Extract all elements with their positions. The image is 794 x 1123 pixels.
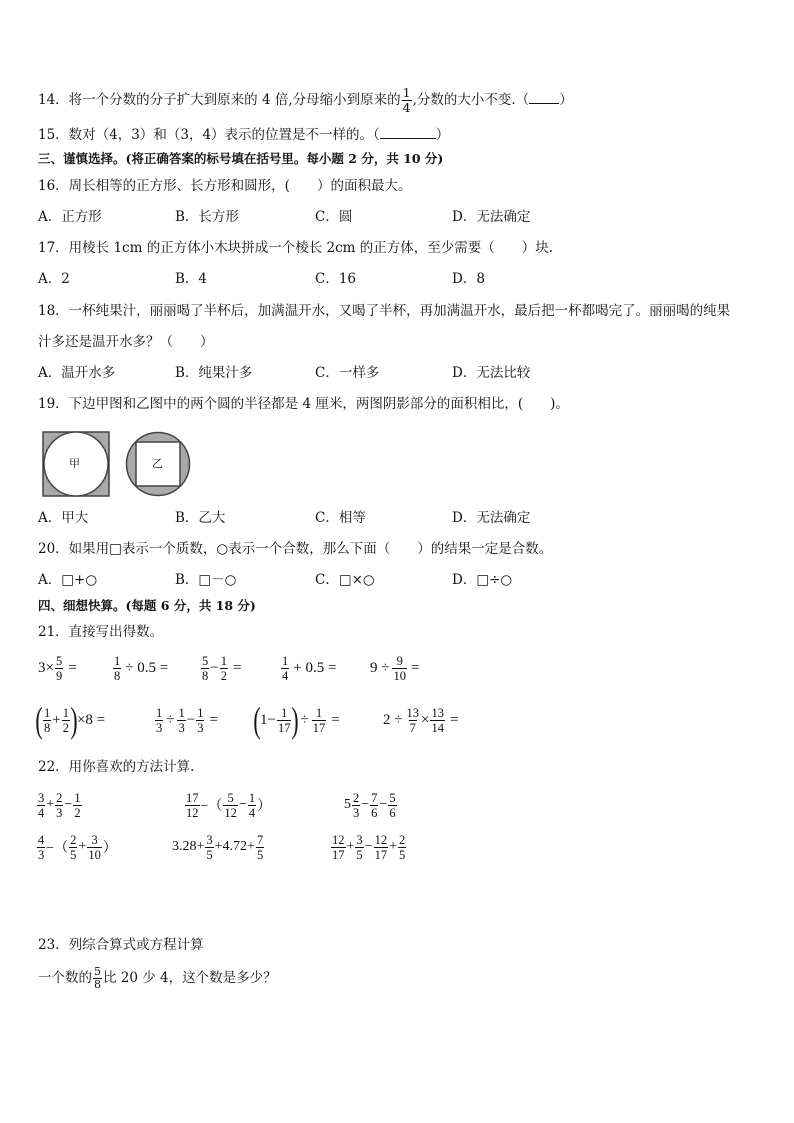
calc-22-1: 3 4 + $\frac{2}{3}$ − $\frac{1}{2}$ bbox=[38, 790, 81, 820]
question-15: 15．数对（4，3）和（3，4）表示的位置是不一样的。（ ） bbox=[38, 124, 764, 145]
option-a[interactable]: A．□+○ bbox=[38, 572, 98, 588]
calc-r2-3: ( 1− $\frac{1}{17}$ ) ÷ $\frac{1}{17}$ = bbox=[253, 700, 340, 740]
option-a[interactable]: A．甲大 bbox=[38, 510, 89, 526]
calc-22-6: 12 17 + $\frac{3}{5}$ − $\frac{12}{17}$ + $\frac{2}{5}$ bbox=[332, 832, 406, 862]
question-21: 21．直接写出得数。 bbox=[38, 624, 164, 640]
question-23: 23．列综合算式或方程计算 bbox=[38, 937, 204, 953]
figure-yi-label: 乙 bbox=[152, 457, 163, 470]
calc-r1-3: 5 8 − $\frac{1}{2}$ = bbox=[202, 653, 242, 683]
answer-blank[interactable] bbox=[529, 89, 559, 104]
option-a[interactable]: A．2 bbox=[38, 271, 70, 287]
question-23-body: 一个数的 $\frac{5}{8}$ 比 20 少 4，这个数是多少？ bbox=[38, 965, 277, 991]
question-22: 22．用你喜欢的方法计算. bbox=[38, 759, 195, 775]
figure-jia bbox=[42, 431, 110, 501]
option-c[interactable]: C．相等 bbox=[315, 510, 366, 526]
question-18-line2: 汁多还是温开水多？（ ） bbox=[38, 334, 214, 350]
option-b[interactable]: B．长方形 bbox=[175, 209, 239, 225]
option-b[interactable]: B．□－○ bbox=[175, 572, 237, 588]
calc-r1-1: 3× $\frac{5}{9}$ = bbox=[38, 653, 77, 683]
calc-r1-2: $\frac{1}{8}$ ÷ 0.5 = bbox=[114, 653, 169, 683]
section-3-heading: 三、谨慎选择。(将正确答案的标号填在括号里。每小题 2 分，共 10 分) bbox=[38, 151, 444, 166]
calc-22-4: 4 3 −（ 2 5 + $\frac{3}{10}$ ） bbox=[38, 832, 117, 862]
question-16: 16．周长相等的正方形、长方形和圆形，( ）的面积最大。 bbox=[38, 178, 412, 194]
calc-22-2: 17 12 −（ 5 12 − $\frac{1}{4}$ ） bbox=[186, 790, 272, 820]
calc-r1-4: 1 4 + 0.5 = bbox=[282, 653, 337, 683]
question-17: 17．用棱长 1cm 的正方体小木块拼成一个棱长 2cm 的正方体，至少需要（ ）块. bbox=[38, 240, 554, 256]
option-d[interactable]: D．8 bbox=[452, 271, 485, 287]
calc-22-3: 5 2 3 − $\frac{7}{6}$ − $\frac{5}{6}$ bbox=[344, 790, 396, 820]
option-b[interactable]: B．乙大 bbox=[175, 510, 226, 526]
question-19: 19．下边甲图和乙图中的两个圆的半径都是 4 厘米，两图阴影部分的面积相比，( )。 bbox=[38, 396, 569, 412]
calc-r2-4: 2 ÷ $\frac{13}{7}$ × $\frac{13}{14}$ = bbox=[383, 705, 459, 735]
option-c[interactable]: C．一样多 bbox=[315, 365, 380, 381]
question-18-line1: 18．一杯纯果汁，丽丽喝了半杯后，加满温开水，又喝了半杯，再加满温开水，最后把一杯都喝完了。丽丽喝的纯果 bbox=[38, 303, 731, 319]
option-d[interactable]: D．无法确定 bbox=[452, 209, 531, 225]
section-4-heading: 四、细想快算。(每题 6 分，共 18 分) bbox=[38, 598, 256, 613]
question-14: 14．将一个分数的分子扩大到原来的 4 倍,分母缩小到原来的 $\frac{1}{4}$ ,分数的大小不变.（ ） bbox=[38, 85, 573, 115]
answer-blank[interactable] bbox=[380, 124, 436, 139]
option-b[interactable]: B．纯果汁多 bbox=[175, 365, 253, 381]
option-a[interactable]: A．正方形 bbox=[38, 209, 102, 225]
option-d[interactable]: D．无法比较 bbox=[452, 365, 531, 381]
option-c[interactable]: C．□×○ bbox=[315, 572, 375, 588]
calc-r1-5: 9 ÷ $\frac{9}{10}$ = bbox=[370, 653, 420, 683]
calc-22-5: 3.28+ $\frac{3}{5}$ +4.72+ $\frac{7}{5}$ bbox=[172, 832, 264, 862]
option-d[interactable]: D．□÷○ bbox=[452, 572, 513, 588]
question-20: 20．如果用□表示一个质数，○表示一个合数，那么下面（ ）的结果一定是合数。 bbox=[38, 541, 553, 557]
calc-r2-1: ( 1 8 + $\frac{1}{2}$ ) ×8 = bbox=[35, 700, 106, 740]
option-b[interactable]: B．4 bbox=[175, 271, 208, 287]
fraction: $\frac{5}{8}$ bbox=[94, 965, 101, 991]
option-c[interactable]: C．16 bbox=[315, 271, 357, 287]
option-d[interactable]: D．无法确定 bbox=[452, 510, 531, 526]
figure-yi bbox=[125, 431, 191, 501]
figure-jia-label: 甲 bbox=[69, 457, 80, 470]
calc-r2-2: $\frac{1}{3}$ ÷ $\frac{1}{3}$ − $\frac{1}{3}$ = bbox=[156, 705, 218, 735]
option-c[interactable]: C．圆 bbox=[315, 209, 353, 225]
fraction: $\frac{1}{4}$ bbox=[402, 85, 411, 115]
option-a[interactable]: A．温开水多 bbox=[38, 365, 116, 381]
